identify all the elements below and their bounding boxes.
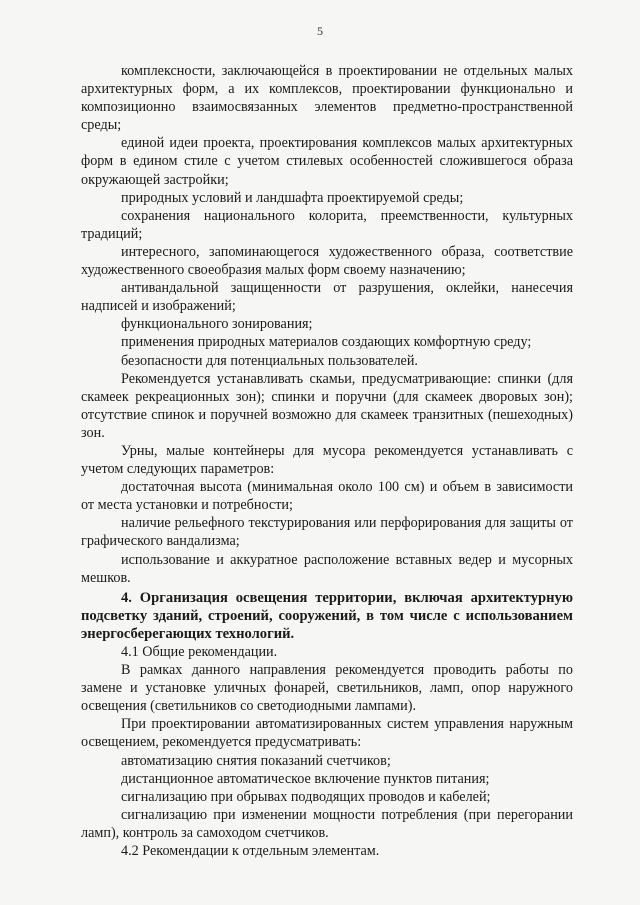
- paragraph: В рамках данного направления рекомендуется проводить работы по замене и установке уличных фонарей, светильников, ламп, опор наружного освещения (светильников со светодиодными лампами).: [81, 662, 573, 715]
- paragraph: интересного, запоминающегося художественного образа, соответствие художественного своеобразия малых форм своему назначению;: [81, 243, 573, 279]
- paragraph: автоматизацию снятия показаний счетчиков;: [121, 752, 391, 769]
- paragraph: использование и аккуратное расположение вставных ведер и мусорных мешков.: [81, 551, 573, 586]
- paragraph: достаточная высота (минимальная около 100 см) и объем в зависимости от места установки и потребности;: [81, 479, 573, 514]
- paragraph: антивандальной защищенности от разрушения, оклейки, нанесечия надписей и изображений;: [81, 280, 573, 315]
- paragraph: 4.1 Общие рекомендации.: [121, 644, 278, 660]
- document-body: [81, 62, 573, 860]
- paragraph: наличие рельефного текстурирования или перфорирования для защиты от графического вандализма;: [81, 515, 573, 550]
- paragraph: сигнализацию при изменении мощности потребления (при перегорании ламп), контроль за самоходом счетчиков.: [81, 806, 573, 841]
- paragraph: комплексности, заключающейся в проектировании не отдельных малых архитектурных форм, а их комплексов, проектировании функционально и композиционно взаимосвязанных элементов предметно-пространственной среды;: [81, 63, 573, 134]
- section-heading: 4. Организация освещения территории, включая архитектурную подсветку зданий, строений, сооружений, в том числе с использованием энергосберегающих технологий.: [81, 589, 573, 642]
- paragraph: безопасности для потенциальных пользователей.: [121, 352, 418, 369]
- paragraph: природных условий и ландшафта проектируемой среды;: [121, 189, 464, 206]
- paragraph: функционального зонирования;: [121, 316, 313, 333]
- paragraph: единой идеи проекта, проектирования комплексов малых архитектурных форм в едином стиле с учетом стилевых особенностей сложившегося образа окружающей застройки;: [81, 135, 573, 188]
- page-number: 5: [317, 24, 323, 38]
- paragraph: дистанционное автоматическое включение пунктов питания;: [121, 770, 490, 787]
- paragraph: сохранения национального колорита, преемственности, культурных традиций;: [81, 207, 573, 242]
- paragraph: сигнализацию при обрывах подводящих проводов и кабелей;: [121, 788, 491, 805]
- paragraph: 4.2 Рекомендации к отдельным элементам.: [121, 843, 380, 860]
- paragraph: применения природных материалов создающих комфортную среду;: [121, 334, 532, 351]
- paragraph: Урны, малые контейнеры для мусора рекомендуется устанавливать с учетом следующих параметров:: [81, 442, 573, 478]
- paragraph: Рекомендуется устанавливать скамьи, предусматривающие: спинки (для скамеек рекреационных зон); спинки и поручни (для скамеек дворовых зон); отсутствие спинок и поручней возможно для скамеек транзитных (пешеходных) зон.: [81, 370, 573, 441]
- paragraph: При проектировании автоматизированных систем управления наружным освещением, рекомендуется предусматривать:: [81, 716, 573, 751]
